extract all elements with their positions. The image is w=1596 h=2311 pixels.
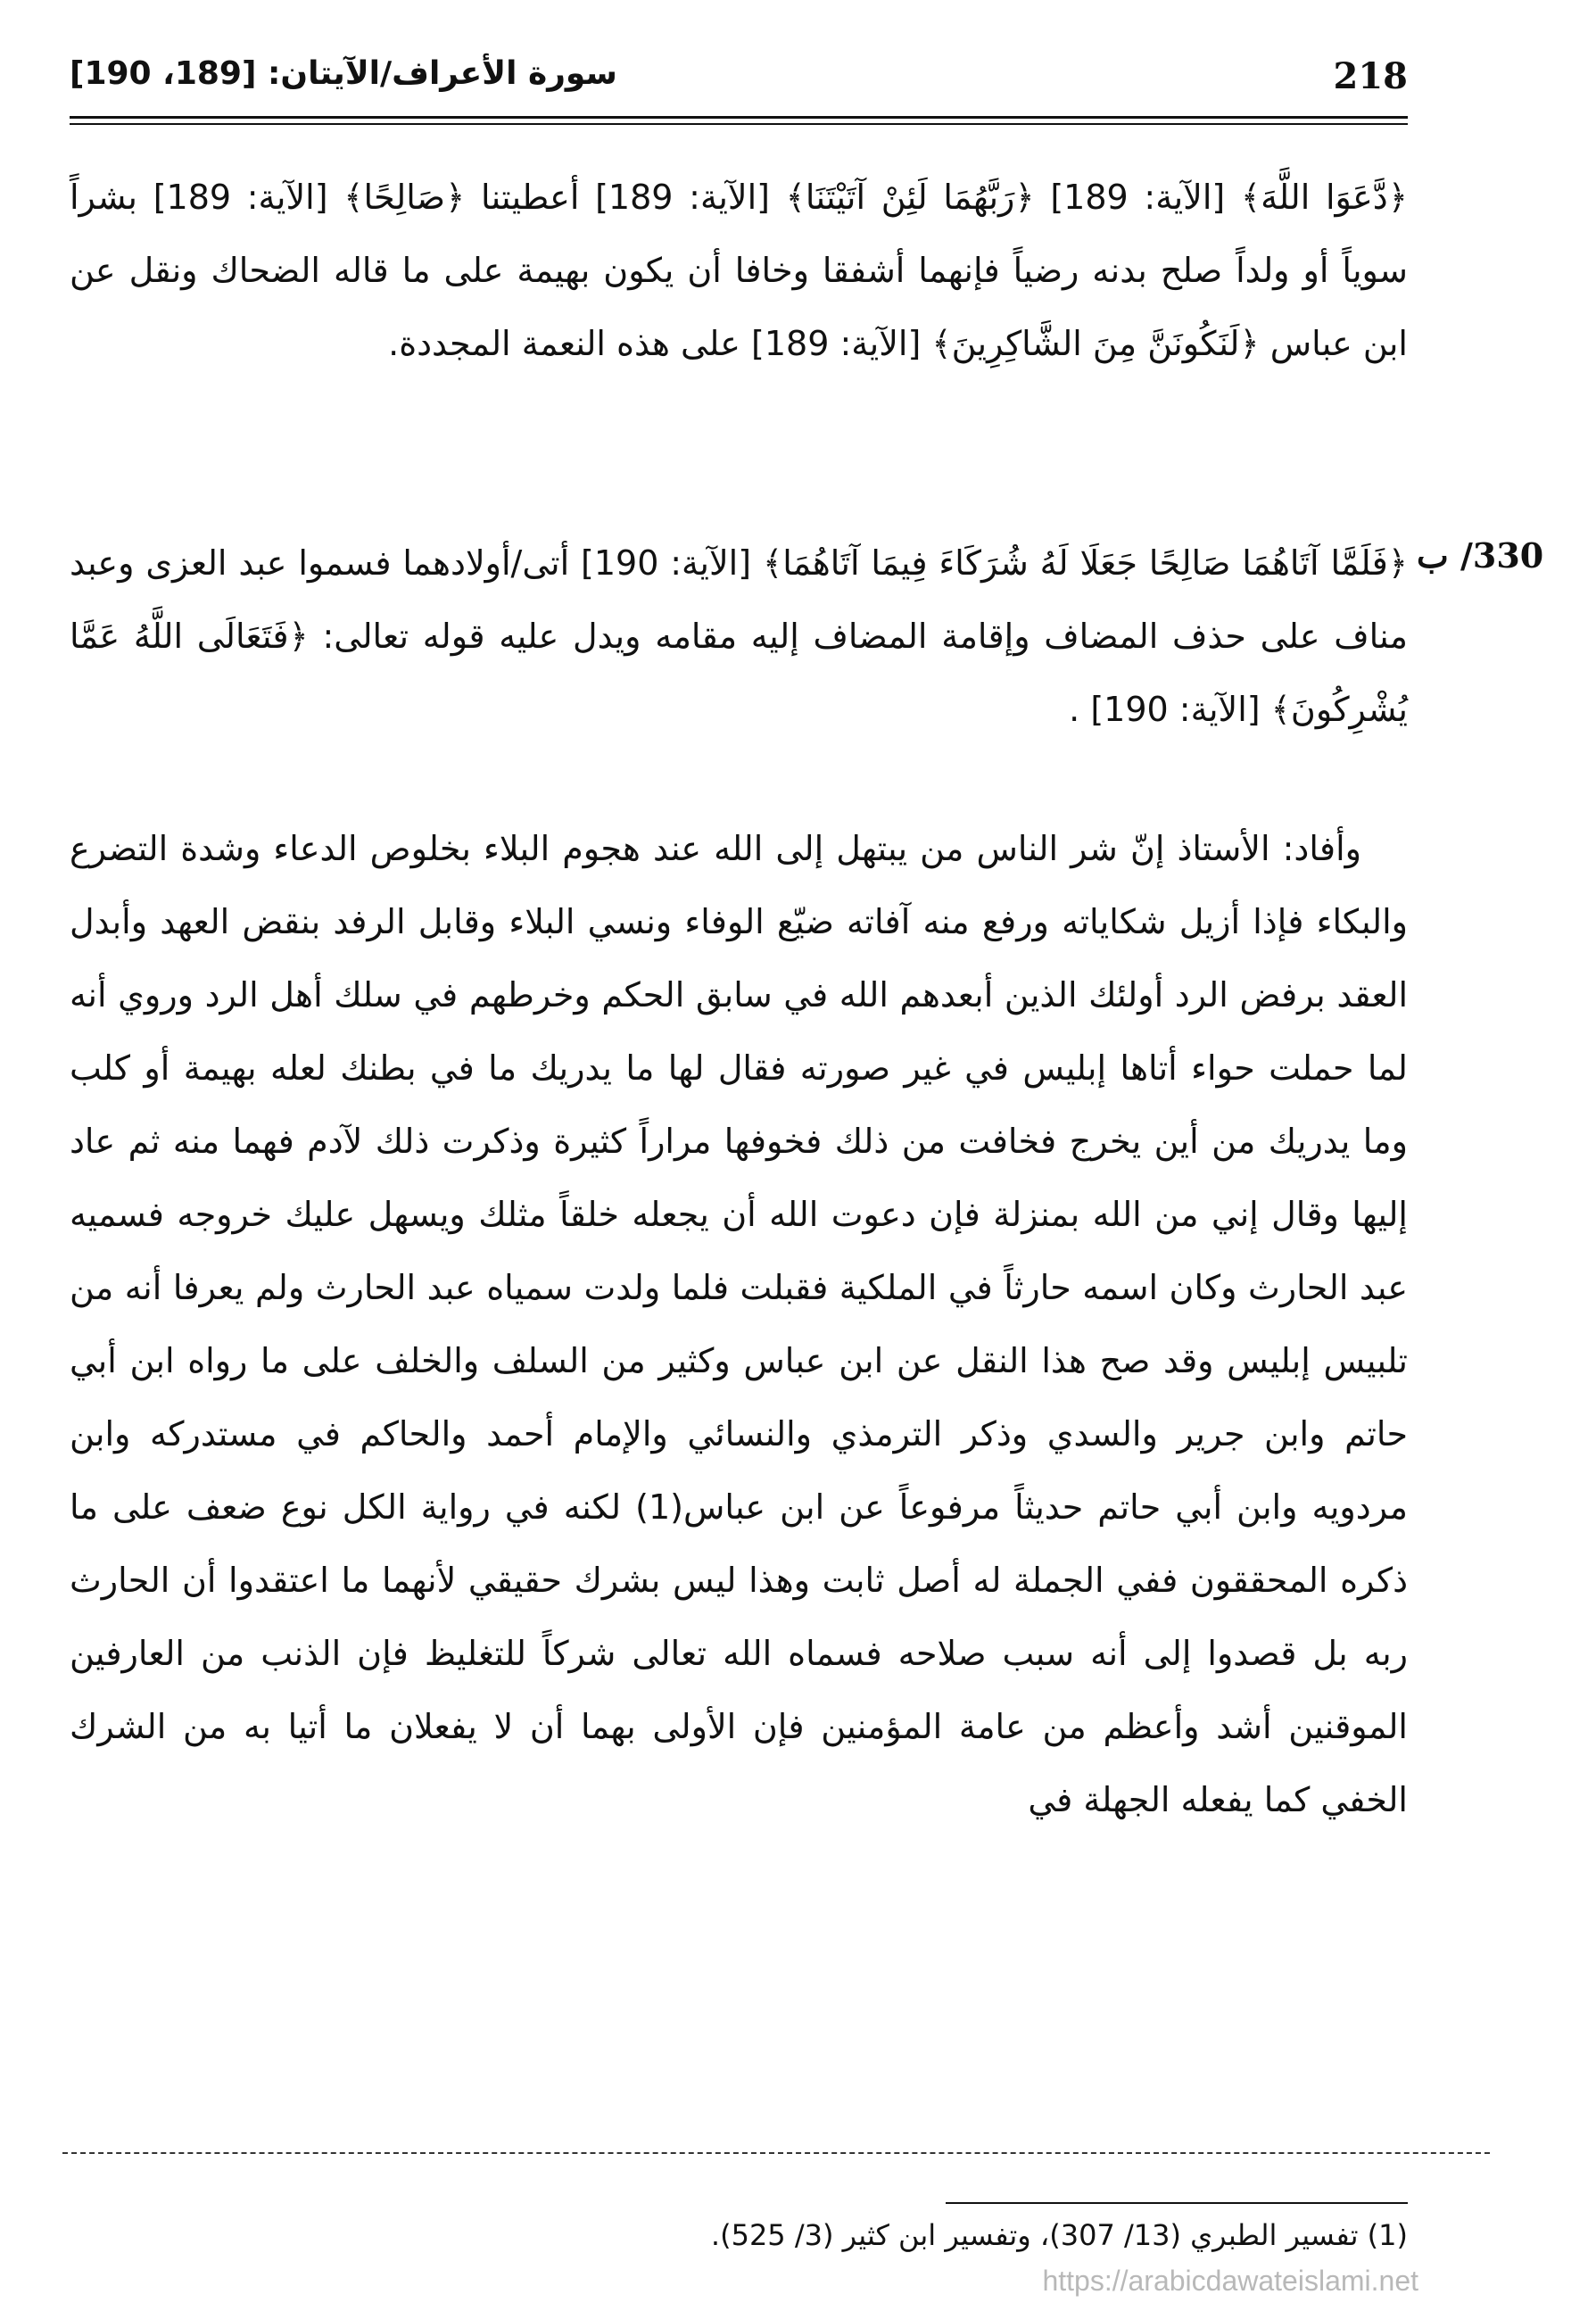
paragraph-3 (70, 812, 1408, 1836)
paragraph-2 (70, 526, 1408, 746)
running-title: سورة الأعراف/الآيتان: [189، 190] (70, 55, 617, 92)
page-header (70, 55, 1408, 118)
scan-underline-mark (62, 2152, 1490, 2154)
page-number: 218 (1333, 55, 1408, 97)
watermark-url: https://arabicdawateislami.net (1042, 2265, 1418, 2297)
paragraph-3-text: وأفاد: الأستاذ إنّ شر الناس من يبتهل إلى الله عند هجوم البلاء بخلوص الدعاء وشدة التضرع والبكاء فإذا أزيل شكاياته ورفع منه آفاته ضيّع الوفاء ونسي البلاء وقابل الرفد بنقض العهد وأبدل العقد برفض الرد أولئك الذين أبعدهم الله في سابق الحكم وخرطهم في سلك أهل الرد وروي أنه لما حملت حواء أتاها إبليس في غير صورته فقال لها ما يدريك ما في بطنك لعله بهيمة أو كلب وما يدريك من أين يخرج فخافت من ذلك فخوفها مراراً كثيرة وذكرت ذلك لآدم فهما منه ثم عاد إليها وقال إني من الله بمنزلة فإن دعوت الله أن يجعله خلقاً مثلك ويسهل عليك خروجه فسميه عبد الحارث وكان اسمه حارثاً في الملكية فقبلت فلما ولدت سمياه عبد الحارث ولم يعرفا أنه من تلبيس إبليس وقد صح هذا النقل عن ابن عباس وكثير من السلف والخلف على ما رواه ابن أبي حاتم وابن جرير والسدي وذكر الترمذي والنسائي والإمام أحمد والحاكم في مستدركه وابن مردويه وابن أبي حاتم حديثاً مرفوعاً عن ابن عباس(1) لكنه في رواية الكل نوع ضعف على ما ذكره المحققون ففي الجملة له أصل ثابت وهذا ليس بشرك حقيقي لأنهما ما اعتقدوا أن الحارث ربه بل قصدوا إلى أنه سبب صلاحه فسماه الله تعالى شركاً للتغليظ فإن الذنب من العارفين الموقنين أشد وأعظم من عامة المؤمنين فإن الأولى بهما أن لا يفعلان ما أتيا به من الشرك الخفي كما يفعله الجهلة في (70, 829, 1408, 1819)
header-rule (70, 116, 1408, 119)
footnote: (1) تفسير الطبري (13/ 307)، وتفسير ابن كثير (3/ 525). (710, 2218, 1408, 2252)
paragraph-1 (70, 161, 1408, 380)
header-rule-thin (70, 123, 1408, 125)
paragraph-2-text: ﴿فَلَمَّا آتَاهُمَا صَالِحًا جَعَلَا لَهُ شُرَكَاءَ فِيمَا آتَاهُمَا﴾ [الآية: 190] أتى/أولادهما فسموا عبد العزى وعبد مناف على حذف المضاف وإقامة المضاف إليه مقامه ويدل عليه قوله تعالى: ﴿فَتَعَالَى اللَّهُ عَمَّا يُشْرِكُونَ﴾ [الآية: 190] . (70, 543, 1409, 729)
manuscript-folio-note: 330/ ب (1417, 535, 1544, 576)
paragraph-1-text: ﴿دَّعَوَا اللَّهَ﴾ [الآية: 189] ﴿رَبَّهُمَا لَئِنْ آتَيْتَنَا﴾ [الآية: 189] أعطيتنا ﴿صَالِحًا﴾ [الآية: 189] بشراً سوياً أو ولداً صلح بدنه رضياً فإنهما أشفقا وخافا أن يكون بهيمة على ما قاله الضحاك ونقل عن ابن عباس ﴿لَنَكُونَنَّ مِنَ الشَّاكِرِينَ﴾ [الآية: 189] على هذه النعمة المجددة. (70, 178, 1408, 363)
footnote-rule (946, 2202, 1408, 2204)
